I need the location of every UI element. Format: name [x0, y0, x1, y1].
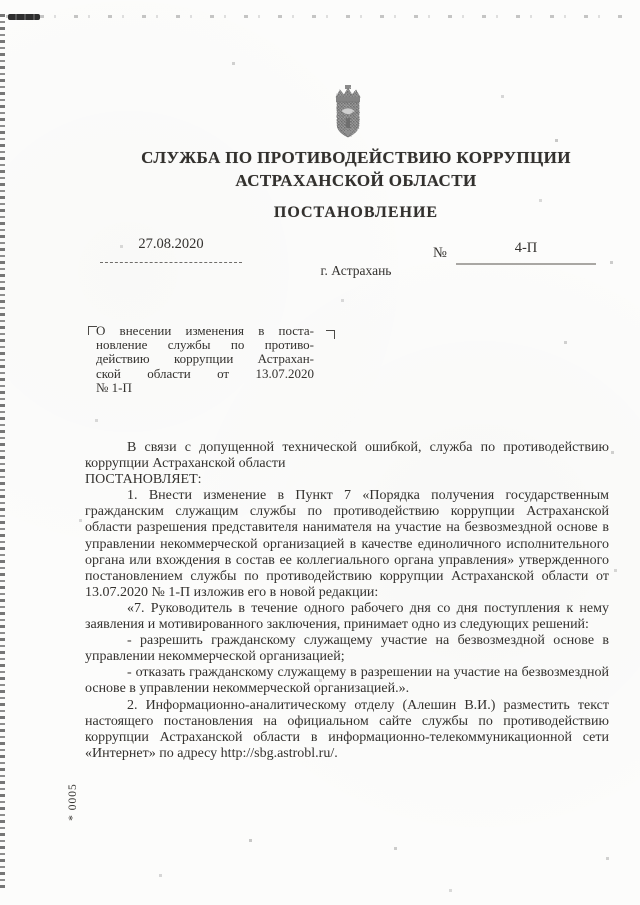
number-sign: № — [433, 245, 447, 261]
intro-paragraph: В связи с допущенной технической ошибкой, служба по противодействию коррупции Астраханской области — [85, 440, 609, 472]
scan-edge-left — [0, 14, 5, 890]
subject-line: № 1-П — [96, 379, 132, 395]
decision-option-allow: - разрешить гражданскому служащему участие на безвозмездной основе в управлении некоммерческой организацией; — [85, 633, 609, 665]
scan-noise-speckles — [0, 0, 1, 1]
scan-artifact-blob — [8, 14, 40, 20]
quoted-point-7-paragraph: «7. Руководитель в течение одного рабочего дня со дня поступления к нему заявления и мотивированного заключения, принимает одно из следующих решений: — [85, 600, 609, 633]
margin-page-stamp: * 0005 — [67, 783, 79, 821]
number-field: 4-П — [456, 240, 596, 265]
decision-option-deny: - отказать гражданскому служащему в разрешении на участие на безвозмездной основе в управлении некоммерческой организацией.». — [85, 665, 609, 697]
document-type-title: ПОСТАНОВЛЕНИЕ — [273, 204, 439, 221]
resolves-line: ПОСТАНОВЛЯЕТ: — [85, 472, 202, 488]
agency-name-line1: СЛУЖБА ПО ПРОТИВОДЕЙСТВИЮ КОРРУПЦИИ — [141, 148, 571, 167]
subject-corner-right-mark — [326, 330, 335, 339]
document-body — [85, 440, 609, 762]
subject-block — [96, 324, 314, 395]
subject-line: новление службы по противо- — [96, 337, 314, 353]
scan-edge-top — [6, 15, 632, 18]
coat-of-arms-icon — [332, 85, 364, 141]
subject-line: ской области от 13.07.2020 — [96, 365, 314, 381]
place-line: г. Астрахань — [320, 263, 392, 278]
item-1-paragraph: 1. Внести изменение в Пункт 7 «Порядка получения государственным гражданским служащим службы по противодействию коррупции Астраханской области разрешения представителя нанимателя на участие на безвозмездной основе в управлении некоммерческой организацией в качестве единоличного исполнительного органа или вхождения в состав ее коллегиального органа управления» утвержденного постановлением службы по противодействию коррупции Астраханской области от 13.07.2020 № 1-П изложив его в новой редакции: — [85, 488, 609, 600]
agency-name — [110, 146, 602, 192]
item-2-paragraph: 2. Информационно-аналитическому отделу (Алешин В.И.) разместить текст настоящего постановления на официальном сайте службы по противодействию коррупции Астраханской области в информационно-телекоммуникационной сети «Интернет» по адресу http://sbg.astrobl.ru/. — [85, 697, 609, 761]
date-field: 27.08.2020 — [100, 236, 242, 263]
subject-line: действию коррупции Астрахан- — [96, 351, 314, 367]
agency-name-line2: АСТРАХАНСКОЙ ОБЛАСТИ — [235, 171, 477, 190]
subject-line: О внесении изменения в поста- — [96, 323, 314, 338]
